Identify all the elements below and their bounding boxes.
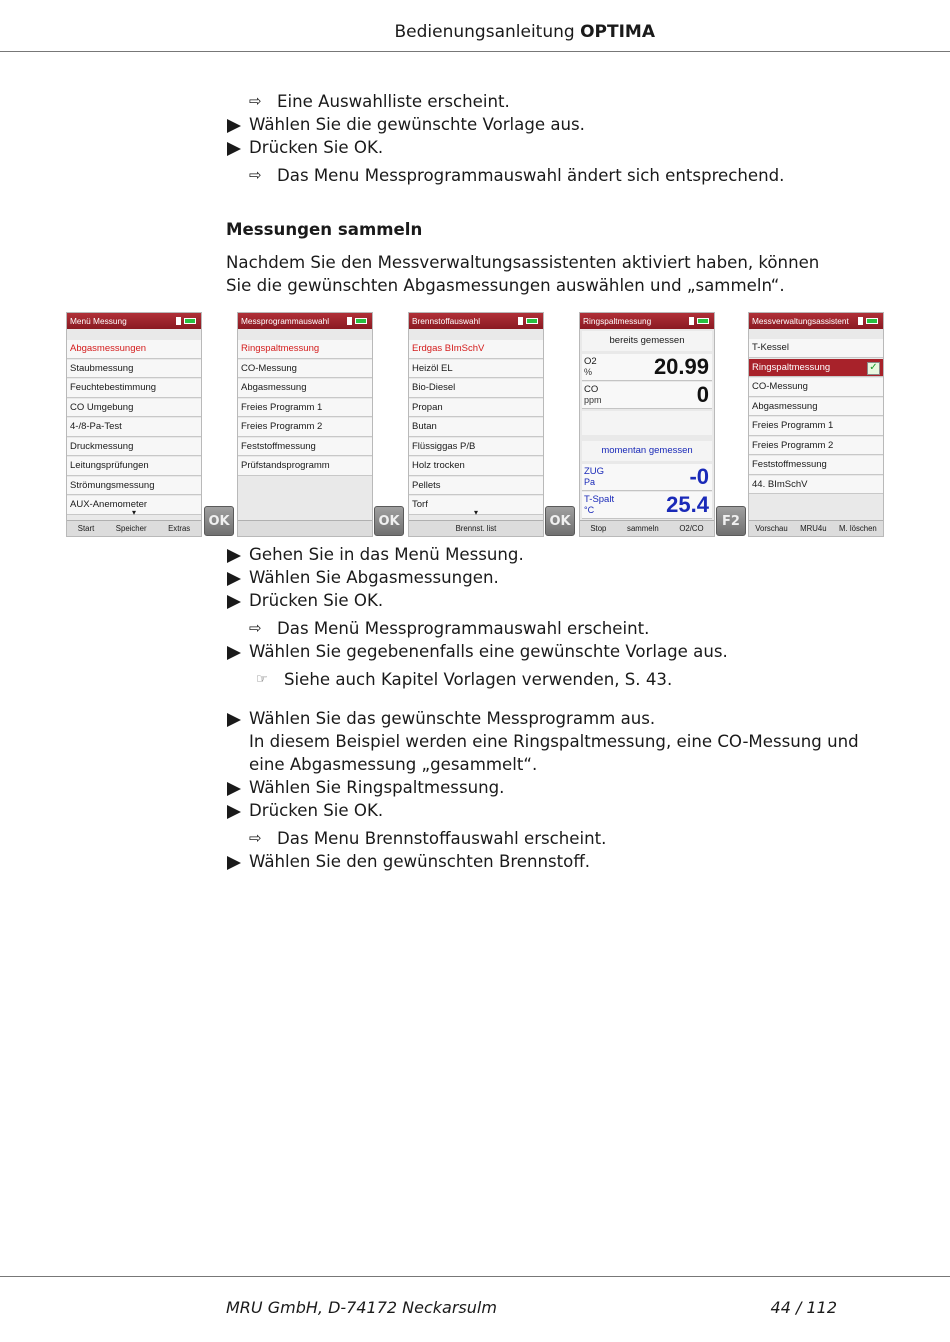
softkey-o2-co[interactable]: O2/CO (679, 524, 704, 533)
assistant-list (749, 339, 883, 495)
reference-line (226, 668, 866, 691)
softkey-vorschau[interactable]: Vorschau (755, 524, 788, 533)
ok-key[interactable]: OK (545, 506, 575, 536)
step-line (226, 589, 866, 612)
empty-row (582, 411, 712, 435)
menu-item[interactable]: Abgasmessungen (67, 340, 201, 359)
menu-item[interactable]: CO Umgebung (67, 399, 201, 418)
continuation-line: eine Abgasmessung „gesammelt“. (249, 755, 538, 774)
step-line (226, 776, 866, 799)
result-text: Das Menü Messprogrammauswahl erscheint. (277, 619, 650, 638)
softkey-bar (67, 520, 201, 536)
screen-messprogrammauswahl (237, 312, 373, 537)
value-label: ZUG (584, 466, 605, 477)
device-screens (66, 312, 886, 538)
value-reading: 0 (696, 382, 709, 407)
scroll-down-icon[interactable]: ▾ (473, 508, 478, 517)
result-arrow-icon: ⇨ (249, 92, 262, 110)
battery-icon (858, 317, 880, 325)
step-text: Wählen Sie die gewünschte Vorlage aus. (249, 115, 585, 134)
f2-key[interactable]: F2 (716, 506, 746, 536)
program-item[interactable]: Freies Programm 2 (238, 418, 372, 437)
value-row-o2 (582, 354, 712, 381)
page-header (0, 22, 655, 42)
screen-title: Messprogrammauswahl (241, 316, 330, 326)
menu-item[interactable]: Staubmessung (67, 360, 201, 379)
menu-list (67, 340, 201, 516)
screen-title-bar (409, 313, 543, 329)
fuel-item[interactable]: Propan (409, 399, 543, 418)
value-reading: 20.99 (653, 354, 709, 379)
continuation-line: In diesem Beispiel werden eine Ringspaltmessung, eine CO-Messung und (249, 732, 859, 751)
header-product: OPTIMA (580, 22, 655, 42)
footer-company: MRU GmbH, D-74172 Neckarsulm (226, 1298, 497, 1317)
step-line (226, 543, 866, 566)
ok-key[interactable]: OK (204, 506, 234, 536)
step-line (226, 850, 866, 873)
value-reading: -0 (689, 464, 709, 489)
softkey-speicher[interactable]: Speicher (115, 524, 147, 533)
assistant-item-selected[interactable] (749, 359, 883, 378)
softkey-m-loeschen[interactable]: M. löschen (839, 524, 877, 533)
screen-title: Ringspaltmessung (583, 316, 652, 326)
softkey-extras[interactable]: Extras (168, 524, 191, 533)
section-paragraph: Nachdem Sie den Messverwaltungsassistenten aktiviert haben, können Sie die gewünschten Abgasmessungen auswählen und „sammeln“. (226, 253, 820, 295)
softkey-start[interactable]: Start (77, 524, 95, 533)
result-arrow-icon: ⇨ (249, 829, 262, 847)
fuel-item[interactable]: Holz trocken (409, 457, 543, 476)
softkey-bar (409, 520, 543, 536)
header-rule (0, 51, 950, 52)
step-text: Wählen Sie Abgasmessungen. (249, 568, 499, 587)
menu-item[interactable]: Leitungsprüfungen (67, 457, 201, 476)
program-item[interactable]: Ringspaltmessung (238, 340, 372, 359)
assistant-item[interactable]: 44. BImSchV (749, 476, 883, 495)
fuel-item[interactable]: Pellets (409, 477, 543, 496)
reference-text[interactable]: Siehe auch Kapitel Vorlagen verwenden, S. 43. (284, 670, 673, 689)
fuel-item[interactable]: Bio-Diesel (409, 379, 543, 398)
screen-menu-messung (66, 312, 202, 537)
scroll-down-icon[interactable]: ▾ (131, 508, 136, 517)
step-text: Wählen Sie Ringspaltmessung. (249, 778, 505, 797)
softkey-bar (238, 520, 372, 536)
fuel-item[interactable]: Torf (409, 496, 543, 515)
value-unit: Pa (584, 477, 596, 487)
checkmark-icon[interactable]: ✓ (867, 362, 880, 375)
battery-icon (518, 317, 540, 325)
menu-item[interactable]: AUX-Anemometer (67, 496, 201, 515)
fuel-item[interactable]: Heizöl EL (409, 360, 543, 379)
assistant-item[interactable]: Freies Programm 1 (749, 417, 883, 436)
menu-item[interactable]: Druckmessung (67, 438, 201, 457)
result-text: Das Menu Messprogrammauswahl ändert sich entsprechend. (277, 166, 785, 185)
softkey-stop[interactable]: Stop (590, 524, 607, 533)
footer-page-number: 44 / 112 (770, 1298, 837, 1317)
pointing-hand-icon: ☞ (256, 672, 268, 687)
result-arrow-icon: ⇨ (249, 166, 262, 184)
program-item[interactable]: Feststoffmessung (238, 438, 372, 457)
battery-icon (347, 317, 369, 325)
step-text: Gehen Sie in das Menü Messung. (249, 545, 524, 564)
assistant-item[interactable]: T-Kessel (749, 339, 883, 358)
softkey-bar (580, 520, 714, 536)
ok-key[interactable]: OK (374, 506, 404, 536)
assistant-item[interactable]: Abgasmessung (749, 398, 883, 417)
result-text: Eine Auswahlliste erscheint. (277, 92, 510, 111)
softkey-brennst-list[interactable]: Brennst. list (455, 524, 497, 533)
value-row-co (582, 382, 712, 409)
result-text: Das Menu Brennstoffauswahl erscheint. (277, 829, 607, 848)
screen-title: Messverwaltungsassistent (752, 316, 849, 326)
fuel-item[interactable]: Butan (409, 418, 543, 437)
menu-item[interactable]: 4-/8-Pa-Test (67, 418, 201, 437)
fuel-list (409, 340, 543, 516)
step-line (226, 799, 866, 822)
assistant-item[interactable]: CO-Messung (749, 378, 883, 397)
program-list (238, 340, 372, 477)
step-text: Wählen Sie gegebenenfalls eine gewünschte Vorlage aus. (249, 642, 728, 661)
step-text: Drücken Sie OK. (249, 801, 384, 820)
screen-title: Menü Messung (70, 316, 127, 326)
program-item[interactable]: Prüfstandsprogramm (238, 457, 372, 476)
program-item[interactable]: CO-Messung (238, 360, 372, 379)
screen-title-bar (580, 313, 714, 329)
value-row-zug (582, 464, 712, 491)
step-text: Wählen Sie den gewünschten Brennstoff. (249, 852, 591, 871)
fuel-item[interactable]: Erdgas BImSchV (409, 340, 543, 359)
step-text: Drücken Sie OK. (249, 138, 384, 157)
battery-icon (176, 317, 198, 325)
step-text: Wählen Sie das gewünschte Messprogramm aus. (249, 709, 656, 728)
result-line (226, 90, 866, 113)
fuel-item[interactable]: Flüssiggas P/B (409, 438, 543, 457)
value-label: CO (584, 384, 599, 395)
screen-title-bar (67, 313, 201, 329)
program-item[interactable]: Abgasmessung (238, 379, 372, 398)
current-header: momentan gemessen (582, 441, 712, 461)
softkey-mru4u[interactable]: MRU4u (800, 524, 827, 533)
step-line (226, 113, 866, 136)
step-line (226, 640, 866, 663)
softkey-sammeln[interactable]: sammeln (627, 524, 659, 533)
menu-item[interactable]: Strömungsmessung (67, 477, 201, 496)
menu-item[interactable]: Feuchtebestimmung (67, 379, 201, 398)
step-text: Drücken Sie OK. (249, 591, 384, 610)
result-line (226, 827, 866, 850)
measured-header: bereits gemessen (582, 331, 712, 351)
value-label: T-Spalt (584, 494, 615, 505)
content-block-2 (226, 543, 866, 873)
step-line (226, 707, 866, 730)
step-line (226, 136, 866, 159)
softkey-bar (749, 520, 883, 536)
result-line (226, 164, 866, 187)
assistant-item[interactable]: Freies Programm 2 (749, 437, 883, 456)
value-unit: °C (584, 505, 595, 515)
screen-ringspaltmessung (579, 312, 715, 537)
footer-rule (0, 1276, 950, 1277)
section-title: Messungen sammeln (226, 220, 423, 239)
screen-title: Brennstoffauswahl (412, 316, 481, 326)
screen-title-bar (749, 313, 883, 329)
value-reading: 25.4 (666, 492, 709, 517)
screen-messverwaltungsassistent (748, 312, 884, 537)
assistant-item[interactable]: Feststoffmessung (749, 456, 883, 475)
step-line (226, 566, 866, 589)
value-row-tspalt (582, 492, 712, 519)
result-line (226, 617, 866, 640)
battery-icon (689, 317, 711, 325)
screen-title-bar (238, 313, 372, 329)
value-unit: % (584, 367, 593, 377)
screen-brennstoffauswahl (408, 312, 544, 537)
value-unit: ppm (584, 395, 602, 405)
header-prefix: Bedienungsanleitung (394, 22, 581, 42)
assistant-item-label: Ringspaltmessung (752, 361, 831, 373)
result-arrow-icon: ⇨ (249, 619, 262, 637)
content-block-1 (226, 90, 866, 297)
program-item[interactable]: Freies Programm 1 (238, 399, 372, 418)
value-label: O2 (584, 356, 597, 367)
